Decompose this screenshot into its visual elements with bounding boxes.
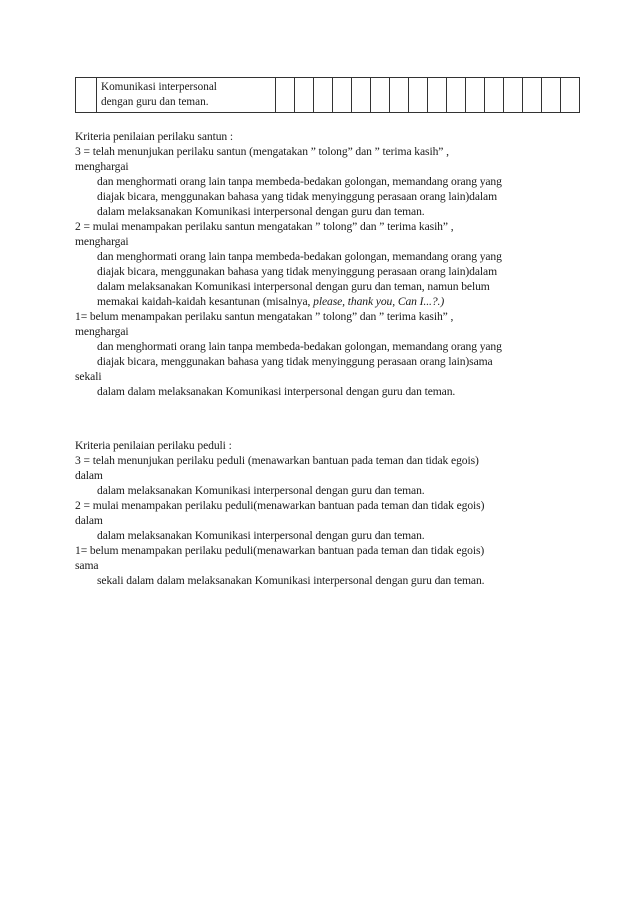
score-cell: [371, 78, 390, 113]
santun-criteria-1-line: sekali: [75, 370, 102, 383]
score-cell: [561, 78, 580, 113]
santun-criteria-2-text: memakai kaidah-kaidah kesantunan (misalnya,: [97, 295, 314, 308]
table-row: [76, 78, 580, 113]
peduli-criteria-1-line: sekali dalam dalam melaksanakan Komunikasi interpersonal dengan guru dan teman.: [97, 574, 485, 587]
santun-criteria-2-examples: please, thank you, Can I...?.): [313, 295, 445, 308]
santun-criteria-2-line: menghargai: [75, 235, 129, 248]
santun-criteria-2-line: diajak bicara, menggunakan bahasa yang tidak menyinggung perasaan orang lain)dalam: [97, 265, 498, 278]
score-cell: [333, 78, 352, 113]
santun-criteria-2-line: dan menghormati orang lain tanpa membeda-bedakan golongan, memandang orang yang: [97, 250, 502, 263]
santun-criteria-1-line: menghargai: [75, 325, 129, 338]
santun-criteria-2-line: [97, 294, 444, 309]
santun-criteria-3-line: menghargai: [75, 160, 129, 173]
peduli-criteria-2-line: dalam: [75, 514, 103, 527]
score-cell: [352, 78, 371, 113]
santun-criteria-1-line: 1= belum menampakan perilaku santun mengatakan ” tolong” dan ” terima kasih” ,: [75, 310, 454, 323]
score-cell: [504, 78, 523, 113]
peduli-criteria-1-line: 1= belum menampakan perilaku peduli(menawarkan bantuan pada teman dan tidak egois): [75, 544, 485, 557]
santun-criteria-3-line: 3 = telah menunjukan perilaku santun (mengatakan ” tolong” dan ” terima kasih” ,: [75, 145, 449, 158]
score-cell: [390, 78, 409, 113]
score-cell: [276, 78, 295, 113]
score-cell: [409, 78, 428, 113]
assessment-table-fragment: [75, 77, 580, 113]
score-cell: [428, 78, 447, 113]
santun-heading: Kriteria penilaian perilaku santun :: [75, 130, 234, 143]
santun-criteria-3-line: dan menghormati orang lain tanpa membeda-bedakan golongan, memandang orang yang: [97, 175, 502, 188]
peduli-criteria-1-line: sama: [75, 559, 99, 572]
santun-criteria-1-line: dalam dalam melaksanakan Komunikasi interpersonal dengan guru dan teman.: [97, 385, 456, 398]
peduli-criteria-3-line: dalam: [75, 469, 103, 482]
peduli-criteria-2-line: dalam melaksanakan Komunikasi interpersonal dengan guru dan teman.: [97, 529, 425, 542]
santun-criteria-1-line: diajak bicara, menggunakan bahasa yang tidak menyinggung perasaan orang lain)sama: [97, 355, 493, 368]
santun-criteria-3-line: diajak bicara, menggunakan bahasa yang tidak menyinggung perasaan orang lain)dalam: [97, 190, 498, 203]
score-cell: [485, 78, 504, 113]
santun-criteria-3-line: dalam melaksanakan Komunikasi interpersonal dengan guru dan teman.: [97, 205, 425, 218]
score-cell: [314, 78, 333, 113]
row-label-cell: [97, 78, 276, 113]
score-cell: [523, 78, 542, 113]
peduli-heading: Kriteria penilaian perilaku peduli :: [75, 439, 232, 452]
peduli-criteria-3-line: 3 = telah menunjukan perilaku peduli (menawarkan bantuan pada teman dan tidak egois): [75, 454, 479, 467]
row-label-line-1: Komunikasi interpersonal: [101, 81, 217, 93]
score-cell: [447, 78, 466, 113]
santun-criteria-2-line: dalam melaksanakan Komunikasi interpersonal dengan guru dan teman, namun belum: [97, 280, 490, 293]
score-cell: [466, 78, 485, 113]
score-cell: [295, 78, 314, 113]
santun-criteria-1-line: dan menghormati orang lain tanpa membeda-bedakan golongan, memandang orang yang: [97, 340, 502, 353]
santun-criteria-2-line: 2 = mulai menampakan perilaku santun mengatakan ” tolong” dan ” terima kasih” ,: [75, 220, 454, 233]
peduli-criteria-2-line: 2 = mulai menampakan perilaku peduli(menawarkan bantuan pada teman dan tidak egois): [75, 499, 485, 512]
score-cell: [542, 78, 561, 113]
number-cell: [76, 78, 97, 113]
row-label-line-2: dengan guru dan teman.: [101, 96, 209, 108]
peduli-criteria-3-line: dalam melaksanakan Komunikasi interpersonal dengan guru dan teman.: [97, 484, 425, 497]
